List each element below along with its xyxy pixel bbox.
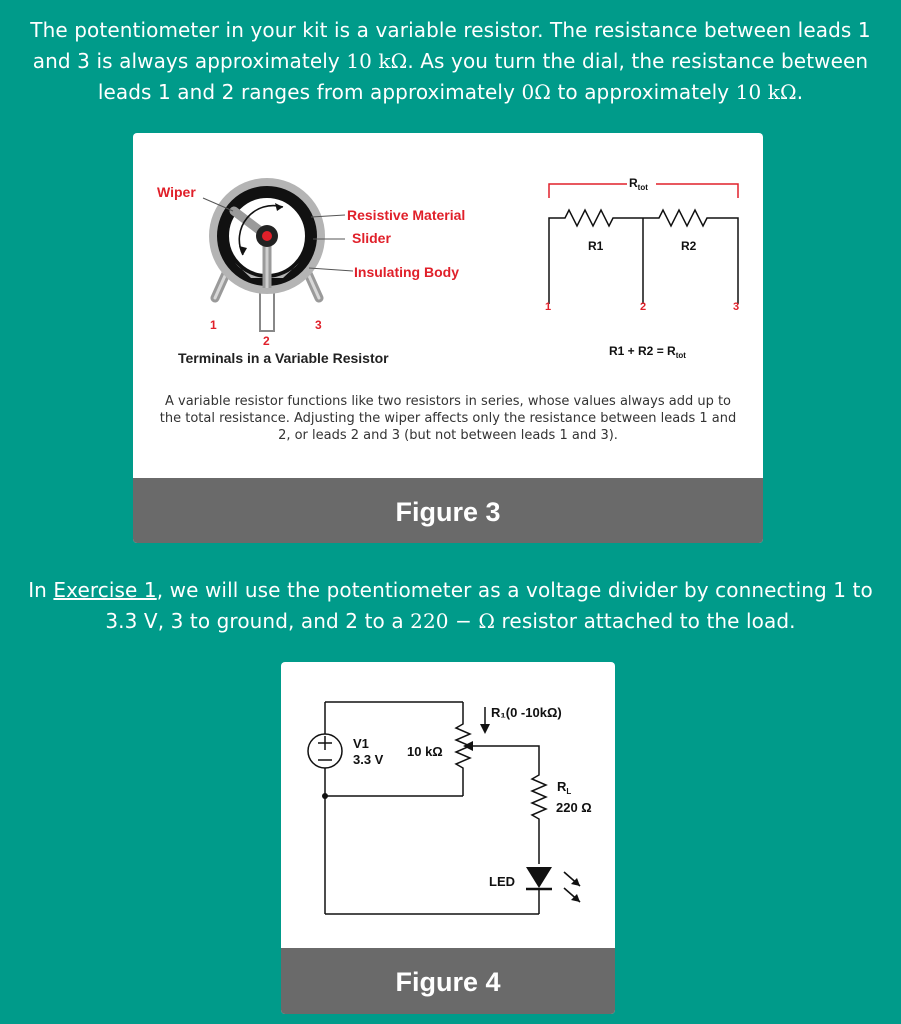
resistive-material-label: Resistive Material bbox=[347, 207, 466, 223]
r1-range-label: R₁(0 -10kΩ) bbox=[491, 705, 562, 720]
v1-name-label: V1 bbox=[353, 736, 369, 751]
terminal-2-label: 2 bbox=[263, 334, 270, 348]
intro-math-2: 0Ω bbox=[521, 80, 551, 104]
voltage-divider-circuit bbox=[281, 662, 615, 948]
slider-label: Slider bbox=[352, 230, 391, 246]
exercise-math: 220 − Ω bbox=[410, 609, 496, 633]
led-label: LED bbox=[489, 874, 515, 889]
rtot-label: $R_{tot}$ bbox=[629, 176, 648, 192]
v1-value-label: 3.3 V bbox=[353, 752, 384, 767]
rl-label: $R_L$ bbox=[557, 779, 572, 796]
terminal-3-label: 3 bbox=[315, 318, 322, 332]
exercise-1-link[interactable]: Exercise 1 bbox=[53, 578, 157, 602]
intro-text-1: The potentiometer in your kit is a variable resistor. The resistance between leads 1 and 3 is always approximately bbox=[30, 18, 871, 73]
wiper-label: Wiper bbox=[157, 184, 196, 200]
figure-3-title: Figure 3 bbox=[133, 478, 763, 543]
terminal-1-label: 1 bbox=[210, 318, 217, 332]
intro-paragraph bbox=[10, 15, 891, 108]
intro-math-1: 10 kΩ bbox=[346, 49, 408, 73]
node-2-label: 2 bbox=[640, 301, 647, 313]
resistor-chain bbox=[549, 210, 738, 304]
exercise-text-middle: , we will use the potentiometer as a voltage divider by connecting 1 to 3.3 V, 3 to ground, and 2 to a bbox=[105, 578, 873, 633]
pot-value-label: 10 kΩ bbox=[407, 744, 443, 759]
r2-label: R2 bbox=[681, 239, 697, 253]
figure-4-card bbox=[281, 662, 615, 1014]
rl-value-label: 220 Ω bbox=[556, 800, 592, 815]
r1-label: R1 bbox=[588, 239, 604, 253]
resistance-equation: $R1 + R2 = R_{tot}$ bbox=[609, 344, 686, 360]
exercise-text-suffix: resistor attached to the load. bbox=[495, 609, 796, 633]
node-3-label: 3 bbox=[733, 301, 740, 313]
node-1-label: 1 bbox=[545, 301, 552, 313]
figure-4-title: Figure 4 bbox=[281, 948, 615, 1014]
intro-text-3: to approximately bbox=[551, 80, 736, 104]
exercise-text-prefix: In bbox=[28, 578, 54, 602]
intro-text-2: . As you turn the dial, the resistance between leads 1 and 2 ranges from approximately bbox=[97, 49, 869, 104]
terminals-title: Terminals in a Variable Resistor bbox=[178, 350, 389, 366]
exercise-paragraph bbox=[10, 575, 891, 637]
potentiometer-illustration bbox=[203, 178, 353, 331]
intro-math-3: 10 kΩ bbox=[735, 80, 797, 104]
figure-3-description: A variable resistor functions like two resistors in series, whose values always add up to the total resistance. Adjusting the wiper affects only the resistance between leads 1 and 2, or leads 2 and 3 (but not between leads 1 and 3). bbox=[159, 394, 737, 443]
led-icon bbox=[526, 867, 580, 902]
intro-text-4: . bbox=[796, 80, 804, 104]
insulating-body-label: Insulating Body bbox=[354, 264, 459, 280]
figure-3-card bbox=[133, 133, 763, 543]
